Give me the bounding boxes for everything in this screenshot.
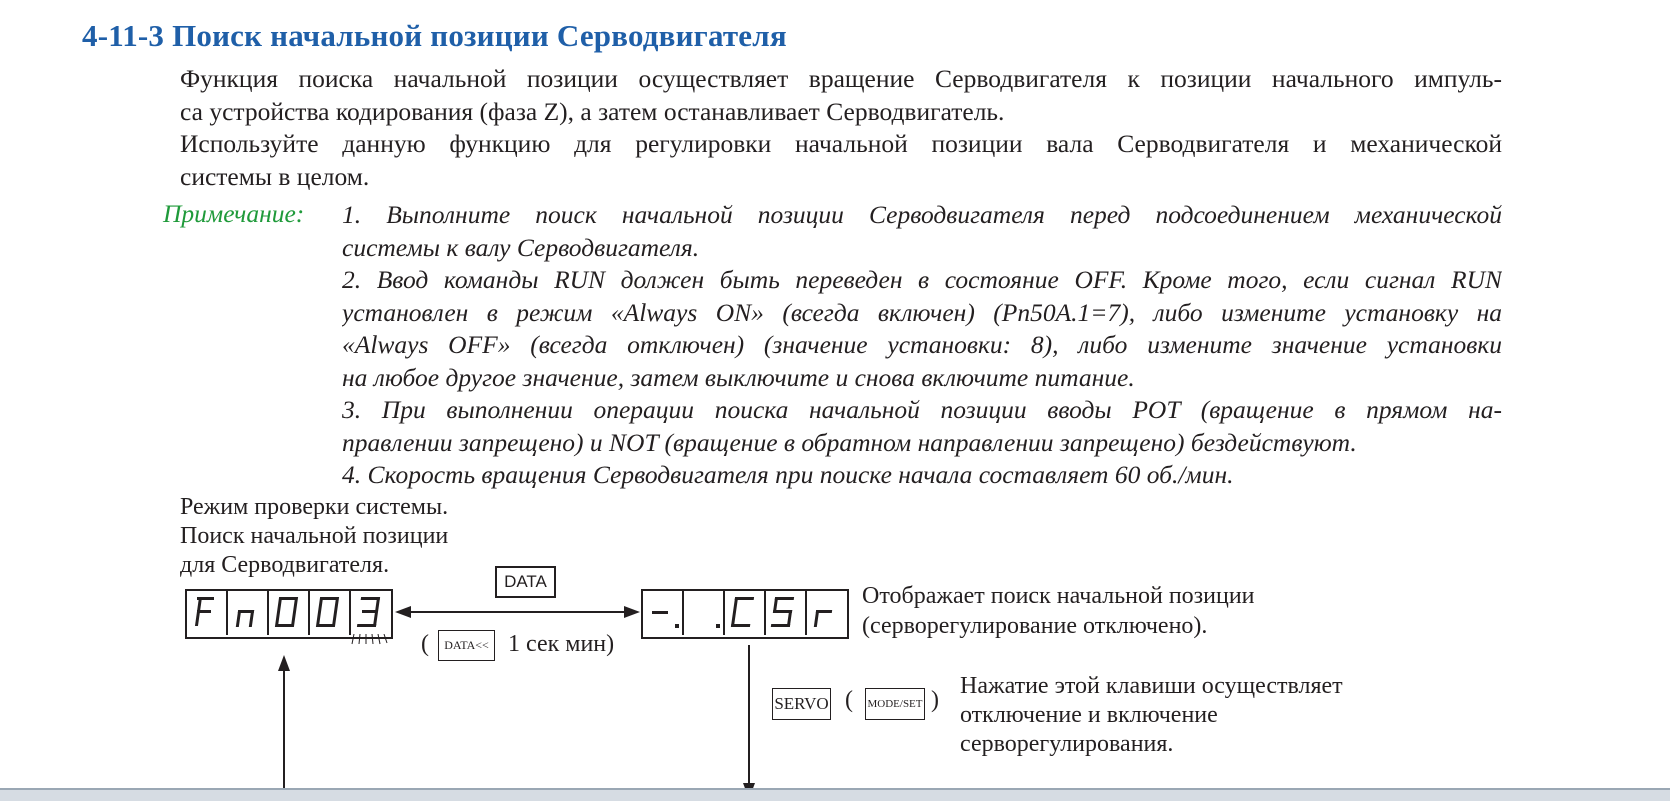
intro-paragraph [180,63,1502,193]
intro-line: Используйте данную функцию для регулировки начальной позиции вала Серводвигателя и механической [180,129,1502,158]
note-line: 2. Ввод команды RUN должен быть переведен в состояние OFF. Кроме того, если сигнал RUN [342,265,1502,294]
mode-label-line: Поиск начальной позиции [180,523,449,549]
paren-open: ( [845,687,853,713]
note-line: 3. При выполнении операции поиска начальной позиции вводы POT (вращение в прямом на- [342,395,1502,424]
note-line: установлен в режим «Always ON» (всегда включен) (Pn50A.1=7), либо измените установку на [342,297,1502,327]
note-line: «Always OFF» (всегда отключен) (значение установки: 8), либо измените значение установки [342,330,1502,359]
paren-open: ( [421,631,429,657]
display-description-line: (серворегулирование отключено). [862,613,1208,639]
mode-label-line: Режим проверки системы. [180,494,449,520]
mode-set-key[interactable]: MODE/SET [865,688,925,720]
intro-line: Функция поиска начальной позиции осуществляет вращение Серводвигателя к позиции начального импуль- [180,64,1502,93]
up-arrow-icon [276,655,292,799]
note-line: правлении запрещено) и NOT (вращение в обратном направлении запрещено) бездействуют. [342,427,1357,457]
note-line: 1. Выполните поиск начальной позиции Серводвигателя перед подсоединением механической [342,200,1502,229]
intro-line: са устройства кодирования (фаза Z), а затем останавливает Серводвигатель. [180,96,1005,126]
note-label: Примечание: [163,199,305,228]
blink-indicator-icon [350,634,390,646]
note-line: на любое другое значение, затем выключите и снова включите питание. [342,362,1135,392]
note-line: системы к валу Серводвигателя. [342,232,700,262]
servo-description-line: отключение и включение [960,702,1218,728]
intro-line: системы в целом. [180,161,370,191]
servo-description-line: Нажатие этой клавиши осуществляет [960,673,1343,699]
data-key[interactable]: DATA [495,566,556,598]
down-arrow-icon [741,645,757,799]
hold-duration-text: 1 сек мин) [508,631,615,657]
note-list [342,199,1502,492]
paren-close: ) [931,687,939,713]
servo-description-line: серворегулирования. [960,731,1174,757]
section-heading: 4-11-3 Поиск начальной позиции Серводвигателя [82,18,787,53]
double-arrow-icon [395,603,640,621]
viewer-bottom-edge [0,788,1670,801]
display-description-line: Отображает поиск начальной позиции [862,583,1255,609]
note-line: 4. Скорость вращения Серводвигателя при поиске начала составляет 60 об./мин. [342,460,1234,489]
mode-label-line: для Серводвигателя. [180,552,390,578]
servo-key[interactable]: SERVO [772,688,831,720]
data-shift-key[interactable]: DATA<< [438,630,495,661]
